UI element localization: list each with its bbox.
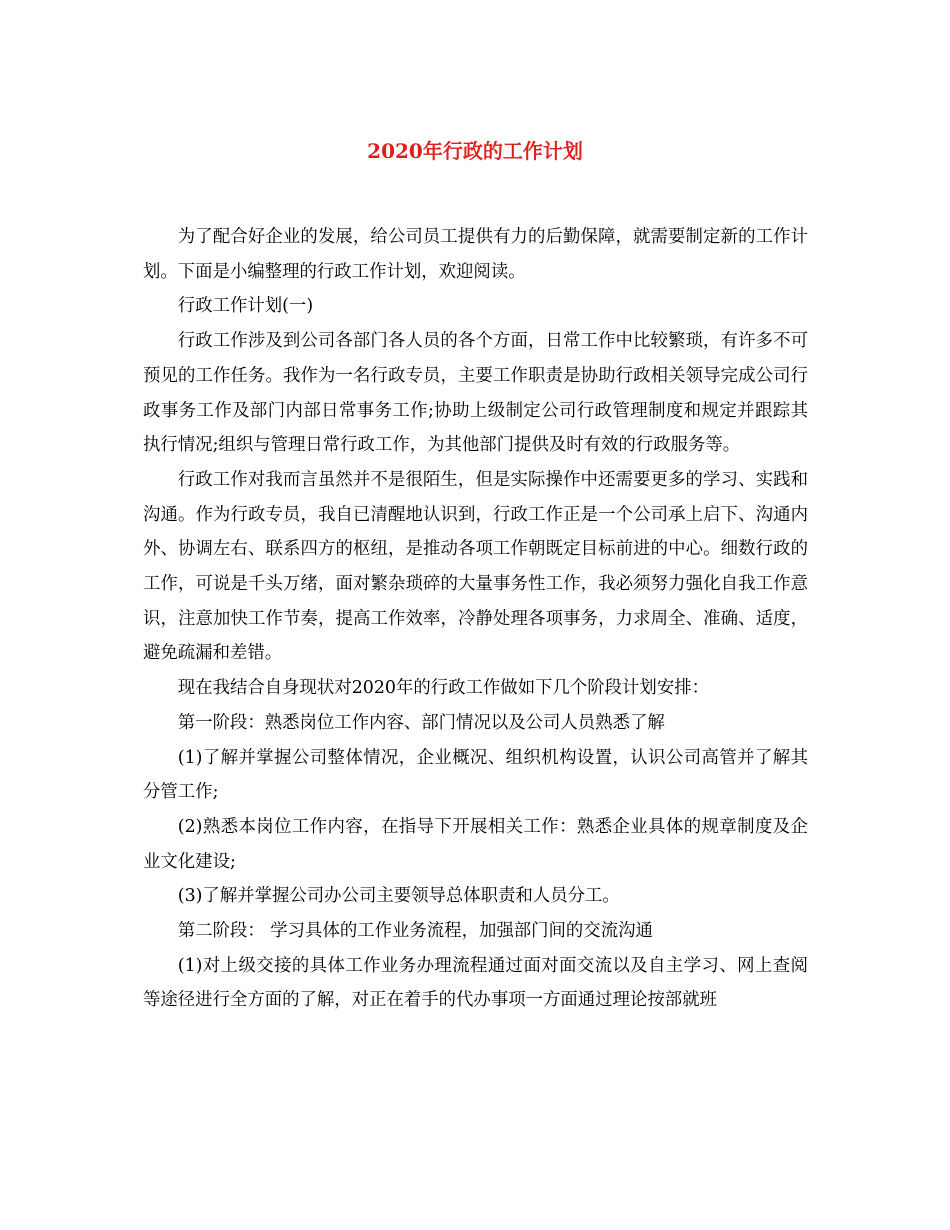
paragraph: 第二阶段： 学习具体的工作业务流程，加强部门间的交流沟通	[177, 921, 653, 942]
paragraph: (2)熟悉本岗位工作内容，在指导下开展相关工作：熟悉企业具体的规章制度及企业文化建设;	[143, 816, 808, 872]
paragraph: (1)对上级交接的具体工作业务办理流程通过面对面交流以及自主学习、网上查阅等途径进行全方面的了解，对正在着手的代办事项一方面通过理论按部就班	[143, 955, 808, 1011]
paragraph: (3)了解并掌握公司办公司主要领导总体职责和人员分工。	[177, 886, 620, 907]
paragraph: 现在我结合自身现状对2020年的行政工作做如下几个阶段计划安排：	[177, 678, 709, 699]
paragraph: 行政工作计划(一)	[177, 296, 314, 317]
paragraph: (1)了解并掌握公司整体情况，企业概况、组织机构设置，认识公司高管并了解其分管工作;	[143, 747, 808, 803]
paragraph: 行政工作涉及到公司各部门各人员的各个方面，日常工作中比较繁琐，有许多不可预见的工作任务。我作为一名行政专员，主要工作职责是协助行政相关领导完成公司行政事务工作及部门内部日常事务工作;协助上级制定公司行政管理制度和规定并跟踪其执行情况;组织与管理日常行政工作，为其他部门提供及时有效的行政服务等。	[143, 331, 808, 456]
paragraph: 第一阶段：熟悉岗位工作内容、部门情况以及公司人员熟悉了解	[177, 712, 665, 733]
paragraph: 行政工作对我而言虽然并不是很陌生，但是实际操作中还需要更多的学习、实践和沟通。作为行政专员，我自已清醒地认识到，行政工作正是一个公司承上启下、沟通内外、协调左右、联系四方的枢纽，是推动各项工作朝既定目标前进的中心。细数行政的工作，可说是千头万绪，面对繁杂琐碎的大量事务性工作，我必须努力强化自我工作意识，注意加快工作节奏，提高工作效率，冷静处理各项事务，力求周全、准确、适度，避免疏漏和差错。	[143, 469, 808, 664]
page-title: 2020年行政的工作计划	[367, 139, 583, 163]
paragraph: 为了配合好企业的发展，给公司员工提供有力的后勤保障，就需要制定新的工作计划。下面是小编整理的行政工作计划，欢迎阅读。	[143, 227, 808, 282]
document-body	[143, 220, 808, 1018]
